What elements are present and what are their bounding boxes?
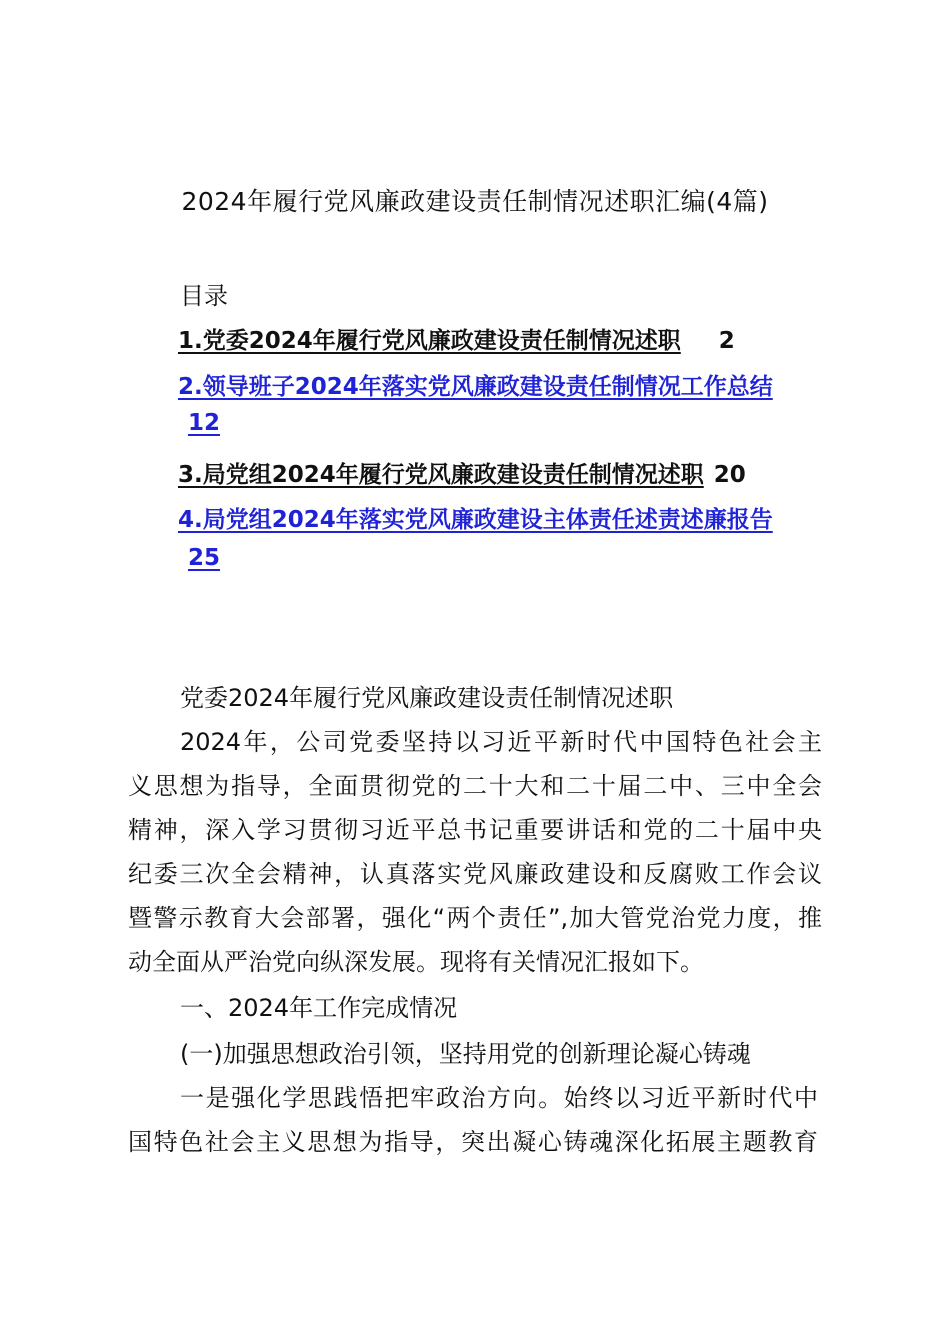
toc-entry-page: 25 — [187, 545, 220, 571]
toc-entry-page: 20 — [713, 462, 746, 488]
toc-entry-label: 2.领导班子2024年落实党风廉政建设责任制情况工作总结 — [178, 374, 773, 400]
toc-entry-label: 3.局党组2024年履行党风廉政建设责任制情况述职 — [178, 462, 704, 488]
paragraph-line: 纪委三次全会精神，认真落实党风廉政建设和反腐败工作会议 — [128, 860, 822, 888]
section-title: 党委2024年履行党风廉政建设责任制情况述职 — [180, 684, 674, 712]
toc-entry-page: 2 — [718, 328, 735, 354]
toc-entry-2-page[interactable] — [128, 410, 220, 436]
paragraph-2 — [128, 1078, 818, 1166]
paragraph-line: 暨警示教育大会部署，强化“两个责任”,加大管党治党力度，推 — [128, 904, 822, 932]
paragraph-1 — [128, 722, 822, 986]
toc-entry-1[interactable] — [178, 322, 735, 355]
toc-entry-label: 1.党委2024年履行党风廉政建设责任制情况述职 — [178, 328, 681, 354]
paragraph-line: 精神，深入学习贯彻习近平总书记重要讲话和党的二十届中央 — [128, 816, 822, 844]
document-title: 2024年履行党风廉政建设责任制情况述职汇编(4篇) — [181, 187, 769, 216]
toc-entry-3[interactable] — [178, 456, 746, 489]
toc-entry-4-page[interactable] — [128, 545, 220, 571]
paragraph-line: 国特色社会主义思想为指导，突出凝心铸魂深化拓展主题教育 — [128, 1128, 818, 1156]
paragraph-line: 动全面从严治党向纵深发展。现将有关情况汇报如下。 — [128, 948, 704, 976]
toc-entry-4[interactable] — [178, 501, 773, 534]
toc-entry-page: 12 — [187, 410, 220, 436]
toc-entry-label: 4.局党组2024年落实党风廉政建设主体责任述责述廉报告 — [178, 507, 773, 533]
paragraph-line: 2024年，公司党委坚持以习近平新时代中国特色社会主 — [180, 728, 822, 756]
paragraph-line: 义思想为指导，全面贯彻党的二十大和二十届二中、三中全会 — [128, 772, 822, 800]
heading-level-1: 一、2024年工作完成情况 — [180, 994, 458, 1022]
paragraph-line: 一是强化学思践悟把牢政治方向。始终以习近平新时代中 — [180, 1084, 818, 1112]
toc-heading: 目录 — [180, 282, 228, 310]
toc-entry-2[interactable] — [178, 368, 773, 401]
heading-level-2: (一)加强思想政治引领，坚持用党的创新理论凝心铸魂 — [180, 1040, 751, 1068]
